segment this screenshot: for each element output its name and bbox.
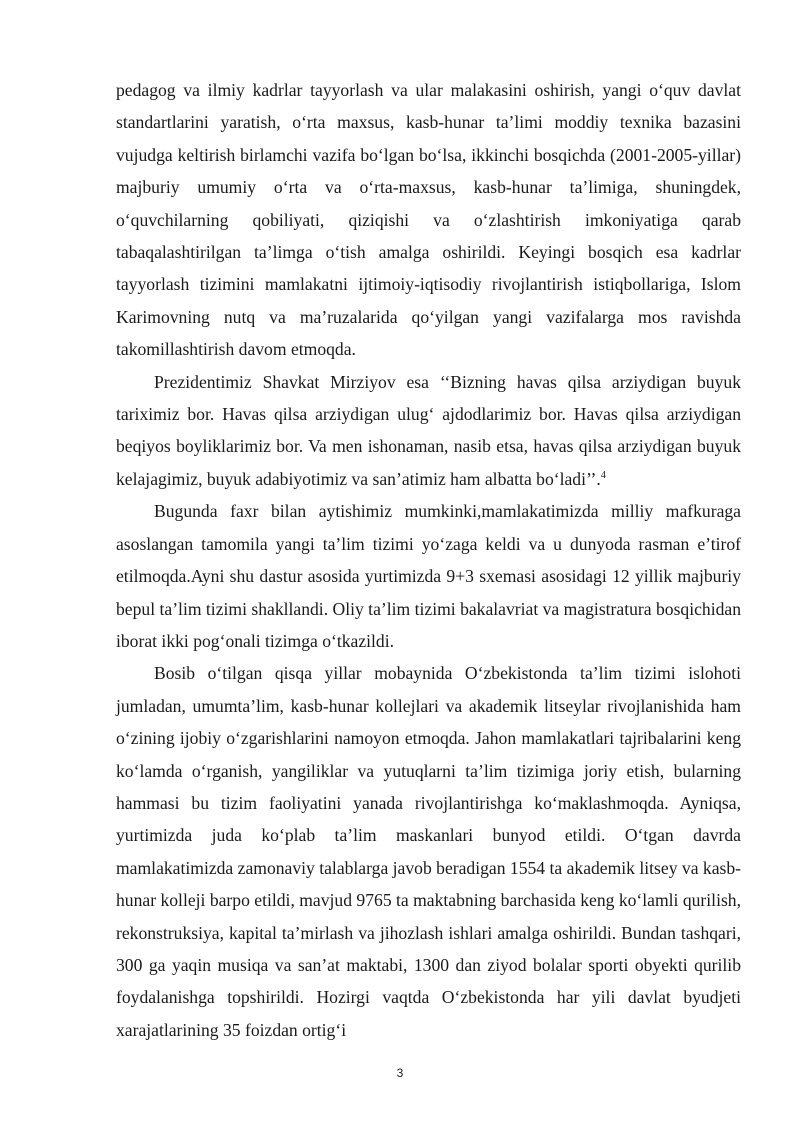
paragraph-1 [116, 74, 741, 366]
paragraph-3 [116, 495, 741, 657]
footnote-reference[interactable]: 4 [600, 470, 606, 482]
paragraph-2 [116, 366, 741, 496]
page-number: 3 [396, 1066, 404, 1080]
paragraph-2-text: Prezidentimiz Shavkat Mirziyov esa ‘‘Bizning havas qilsa arziydigan buyuk tariximiz bor. Havas qilsa arziydigan ulug‘ ajdodlarimiz bor. Havas qilsa arziydigan beqiyos boyliklarimiz bor. Va men ishonaman, nasib etsa, havas qilsa arziydigan buyuk kelajagimiz, buyuk adabiyotimiz va san’atimiz ham albatta bo‘ladi’’. [116, 371, 741, 489]
paragraph-4 [116, 657, 741, 1046]
paragraph-4-text: Bosib o‘tilgan qisqa yillar mobaynida O‘zbekistonda ta’lim tizimi islohoti jumladan, umumta’lim, kasb-hunar kollejlari va akademik litseylar rivojlanishida ham o‘zining ijobiy o‘zgarishlarini namoyon etmoqda. Jahon mamlakatlari tajribalarini keng ko‘lamda o‘rganish, yangiliklar va yutuqlarni ta’lim tizimiga joriy etish, bularning hammasi bu tizim faoliyatini yanada rivojlantirishga ko‘maklashmoqda. Ayniqsa, yurtimizda juda ko‘plab ta’lim maskanlari bunyod etildi. O‘tgan davrda mamlakatimizda zamonaviy talablarga javob beradigan 1554 ta akademik litsey va kasb-hunar kolleji barpo etildi, mavjud 9765 ta maktabning barchasida keng ko‘lamli qurilish, rekonstruksiya, kapital ta’mirlash va jihozlash ishlari amalga oshirildi. Bundan tashqari, 300 ga yaqin musiqa va san’at maktabi, 1300 dan ziyod bolalar sporti obyekti qurilib foydalanishga topshirildi. Hozirgi vaqtda O‘zbekistonda har yili davlat byudjeti xarajatlarining 35 foizdan ortig‘i [116, 663, 742, 1040]
body-text [116, 74, 741, 1046]
paragraph-3-text: Bugunda faxr bilan aytishimiz mumkinki,mamlakatimizda milliy mafkuraga asoslangan tamomila yangi ta’lim tizimi yo‘zaga keldi va u dunyoda rasman e’tirof etilmoqda.Ayni shu dastur asosida yurtimizda 9+3 sxemasi asosidagi 12 yillik majburiy bepul ta’lim tizimi shakllandi. Oliy ta’lim tizimi bakalavriat va magistratura bosqichidan iborat ikki pog‘onali tizimga o‘tkazildi. [116, 501, 741, 651]
paragraph-1-text: pedagog va ilmiy kadrlar tayyorlash va ular malakasini oshirish, yangi o‘quv davlat standartlarini yaratish, o‘rta maxsus, kasb-hunar ta’limi moddiy texnika bazasini vujudga keltirish birlamchi vazifa bo‘lgan bo‘lsa, ikkinchi bosqichda (2001-2005-yillar) majburiy umumiy o‘rta va o‘rta-maxsus, kasb-hunar ta’limiga, shuningdek, o‘quvchilarning qobiliyati, qiziqishi va o‘zlashtirish imkoniyatiga qarab tabaqalashtirilgan ta’limga o‘tish amalga oshirildi. Keyingi bosqich esa kadrlar tayyorlash tizimini mamlakatni ijtimoiy-iqtisodiy rivojlantirish istiqbollariga, Islom Karimovning nutq va ma’ruzalarida qo‘yilgan yangi vazifalarga mos ravishda takomillashtirish davom etmoqda. [116, 80, 741, 360]
